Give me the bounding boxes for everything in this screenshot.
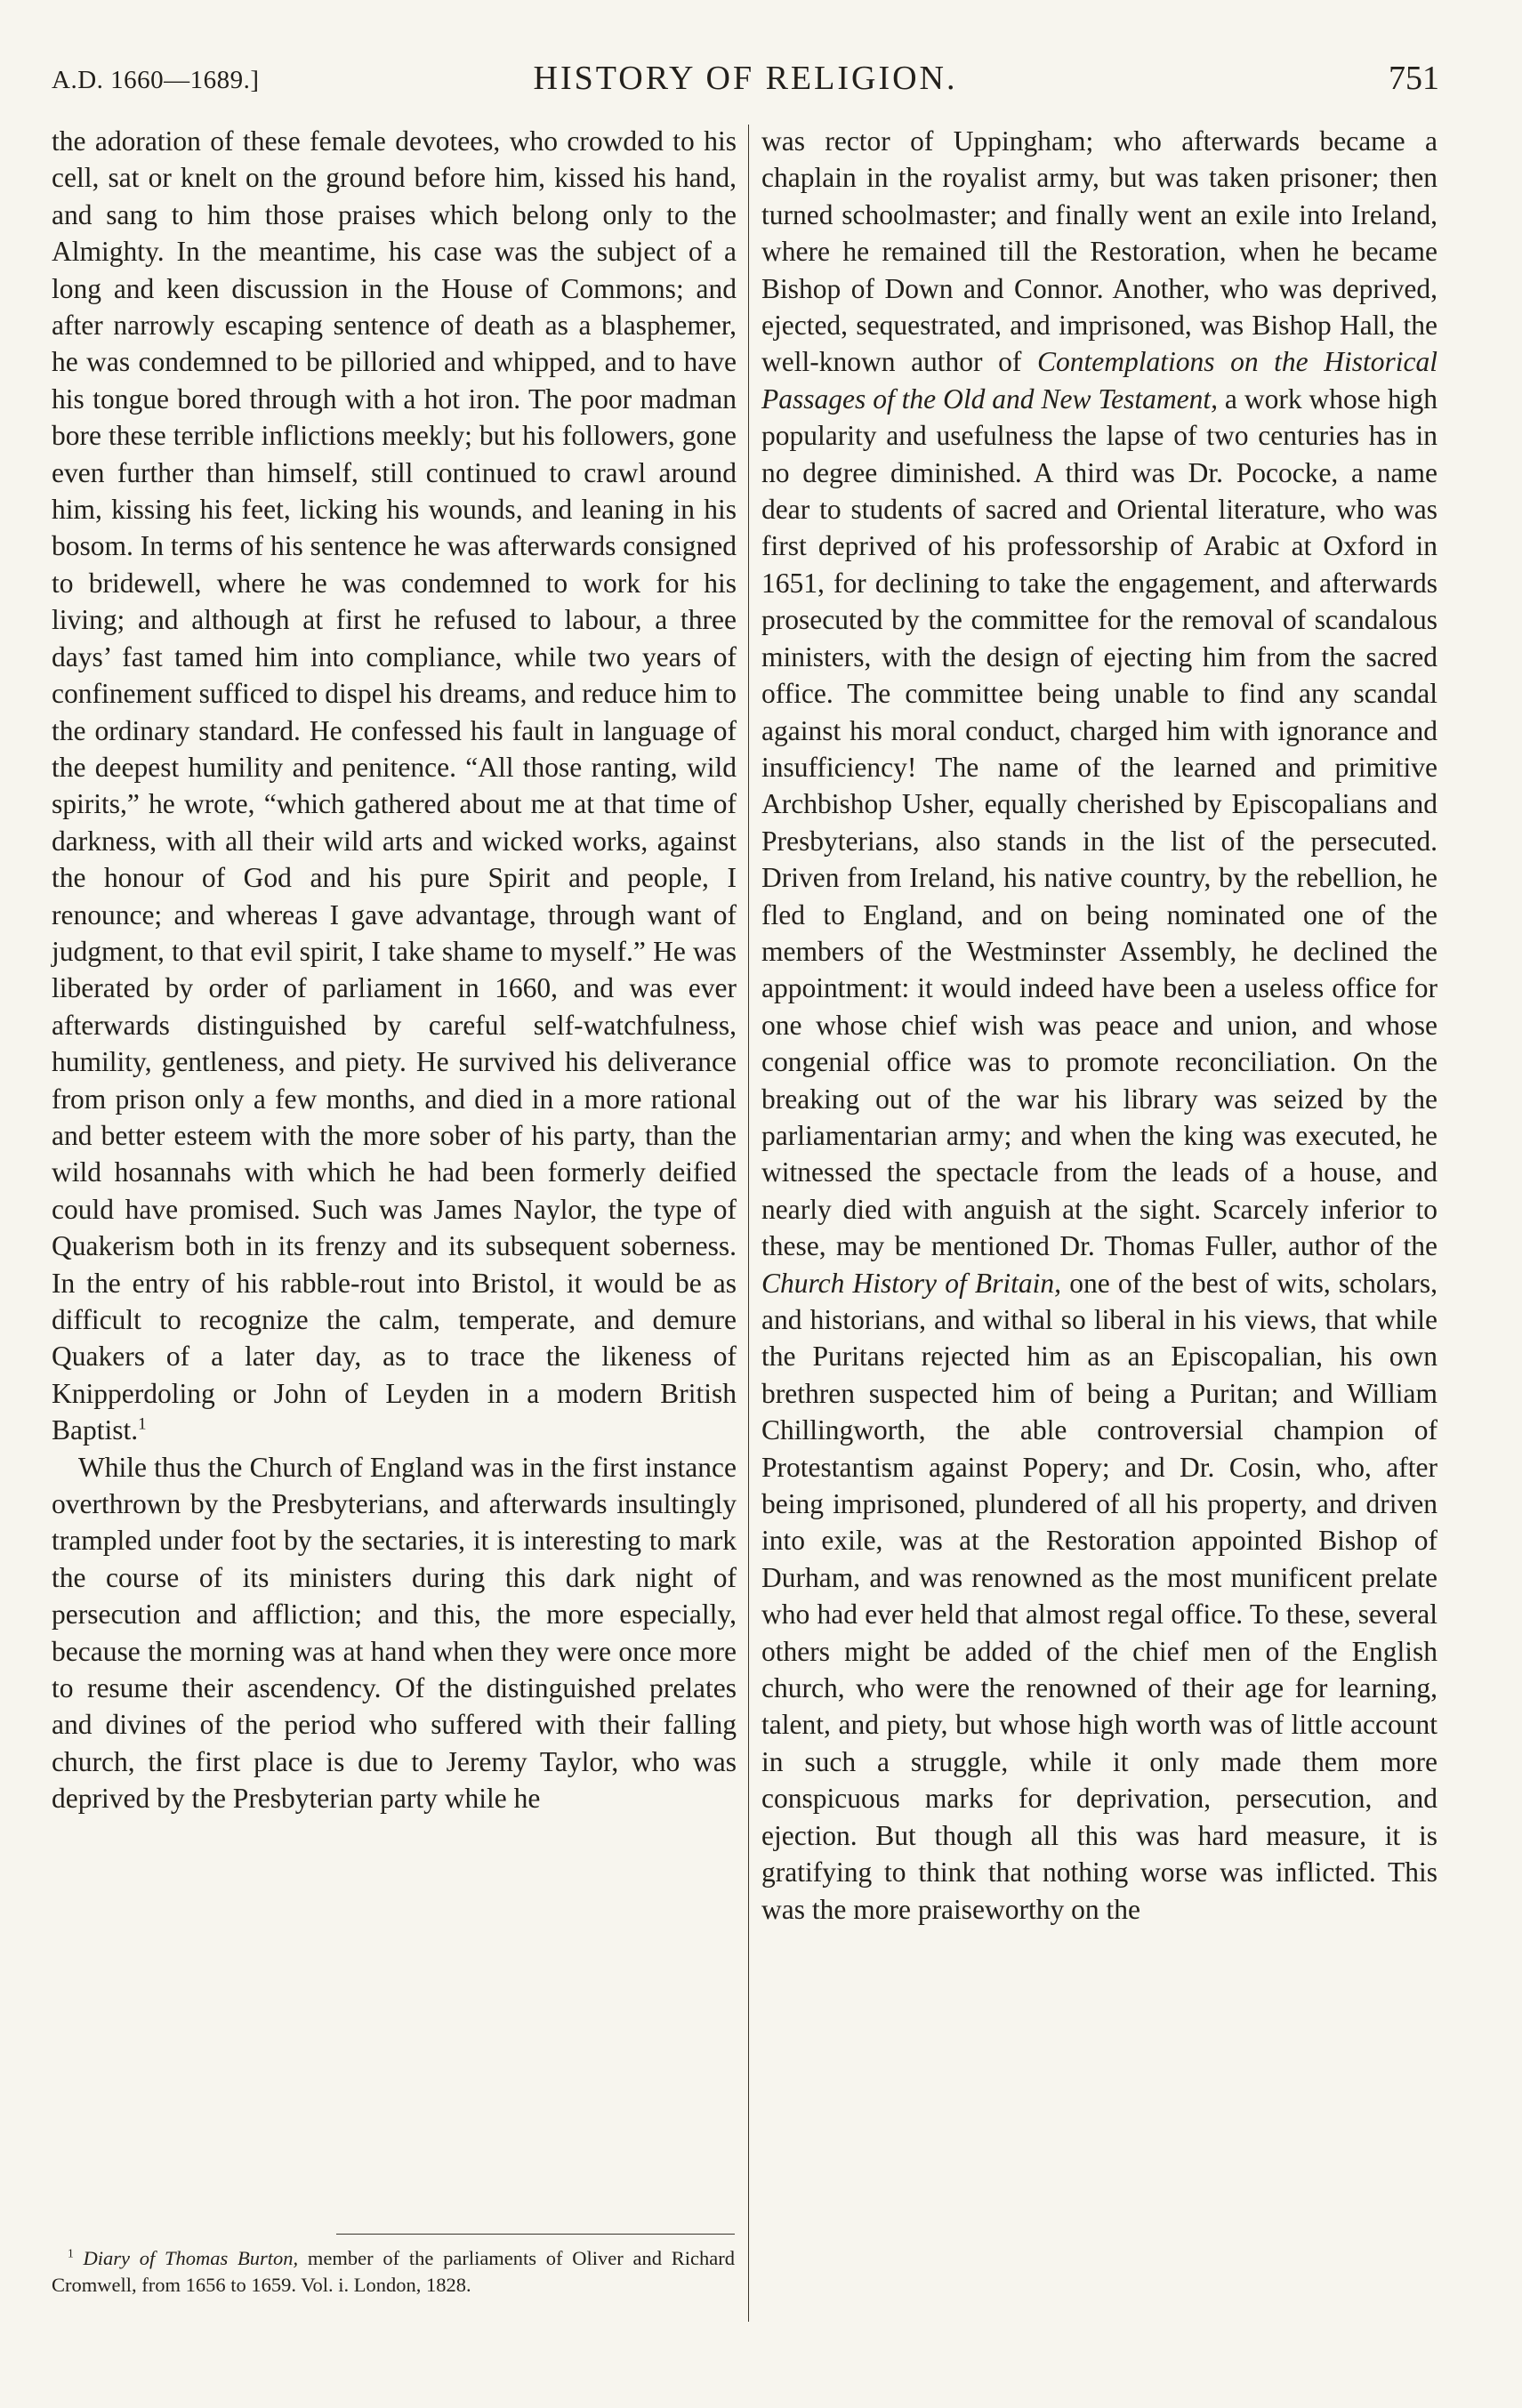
paragraph-prelates (761, 123, 1437, 1928)
footnote-rule (336, 2234, 735, 2235)
paragraph-church-ministers: While thus the Church of England was in the first instance overthrown by the Presbyterians, and afterwards insultingly trampled under foot by the sectaries, it is interesting to mark the course of its ministers during this dark night of persecution and affliction; and this, the more especially, because the morning was at hand when they were once more to resume their ascendency. Of the distinguished prelates and divines of the period who suffered with their falling church, the first place is due to Jeremy Taylor, who was deprived by the Presbyterian party while he (52, 1451, 737, 1815)
section-title: HISTORY OF RELIGION. (533, 60, 958, 97)
right-column (761, 123, 1437, 1928)
left-column (52, 123, 737, 1817)
footnote-title: Diary of Thomas Burton, (83, 2247, 299, 2269)
footnote (52, 2245, 735, 2299)
book-title-church-history: Church History of Britain, (761, 1267, 1062, 1299)
paragraph-naylor (52, 123, 737, 1449)
text-run: a work whose high popularity and usefulness the lapse of two centuries has in no degree diminished. A third was Dr. Pococke, a name dear to students of sacred and Oriental literature, who was first deprived of his professorship of Arabic at Oxford in 1651, for declining to take the engagement, and afterwards prosecuted by the committee for the removal of scandalous ministers, with the design of ejecting him from the sacred office. The committee being unable to find any scandal against his moral conduct, charged him with ignorance and insufficiency! The name of the learned and primitive Archbishop Usher, equally cherished by Episcopalians and Presbyterians, also stands in the list of the persecuted. Driven from Ireland, his native country, by the rebellion, he fled to England, and on being nominated one of the members of the Westminster Assembly, he declined the appointment: it would indeed have been a useless office for one whose chief wish was peace and union, and whose congenial office was to promote reconciliation. On the breaking out of the war his library was seized by the parliamentarian army; and when the king was executed, he witnessed the spectacle from the leads of a house, and nearly died with anguish at the sight. Scarcely inferior to these, may be mentioned Dr. Thomas Fuller, author of the (761, 383, 1437, 1262)
text-run: was rector of Uppingham; who afterwards became a chaplain in the royalist army, but was taken prisoner; then turned schoolmaster; and finally went an exile into Ireland, where he remained till the Restoration, when he became Bishop of Down and Connor. Another, who was deprived, ejected, sequestrated, and imprisoned, was Bishop Hall, the well-known author of (761, 125, 1437, 378)
column-divider (748, 125, 749, 2322)
text-run: one of the best of wits, scholars, and historians, and withal so liberal in his views, that while the Puritans rejected him as an Episcopalian, his own brethren suspected him of being a Puritan; and William Chillingworth, the able controversial champion of Protestantism against Popery; and Dr. Cosin, who, after being imprisoned, plundered of all his property, and driven into exile, was at the Restoration appointed Bishop of Durham, and was renowned as the most munificent prelate who had ever held that almost regal office. To these, several others might be added of the chief men of the English church, who were the renowned of their age for learning, talent, and piety, but whose high worth was of little account in such a struggle, while it only made them more conspicuous marks for deprivation, persecution, and ejection. But though all this was hard measure, it is gratifying to think that nothing worse was inflicted. This was the more praiseworthy on the (761, 1267, 1437, 1925)
running-head (52, 59, 1439, 103)
footnote-reference: 1 (138, 1414, 147, 1434)
footnote-mark: 1 (68, 2246, 74, 2260)
paragraph-text: the adoration of these female devotees, who crowded to his cell, sat or knelt on the ground before him, kissed his hand, and sang to him those praises which belong only to the Almighty. In the meantime, his case was the subject of a long and keen discussion in the House of Commons; and after narrowly escaping sentence of death as a blasphemer, he was condemned to be pilloried and whipped, and to have his tongue bored through with a hot iron. The poor madman bore these terrible inflictions meekly; but his followers, gone even further than himself, still continued to crawl around him, kissing his feet, licking his wounds, and leaning in his bosom. In terms of his sentence he was afterwards consigned to bridewell, where he was condemned to work for his living; and although at first he refused to labour, a three days’ fast tamed him into compliance, while two years of confinement sufficed to dispel his dreams, and reduce him to the ordinary standard. He confessed his fault in language of the deepest humility and penitence. “All those ranting, wild spirits,” he wrote, “which gathered about me at that time of darkness, with all their wild arts and wicked works, against the honour of God and his pure Spirit and people, I renounce; and whereas I gave advantage, through want of judgment, to that evil spirit, I take shame to myself.” He was liberated by order of parliament in 1660, and was ever afterwards distinguished by careful self-watchfulness, humility, gentleness, and piety. He survived his deliverance from prison only a few months, and died in a more rational and better esteem with the more sober of his party, than the wild hosannahs with which he had been formerly deified could have promised. Such was James Naylor, the type of Quakerism both in its frenzy and its subsequent soberness. In the entry of his rabble-rout into Bristol, it would be as difficult to recognize the calm, temperate, and demure Quakers of a later day, as to trace the likeness of Knipperdoling or John of Leyden in a modern British Baptist. (52, 125, 737, 1446)
page-number: 751 (1389, 60, 1439, 97)
book-title-contemplations: Contemplations on the Historical Passages of the Old and New Testament, (761, 346, 1437, 415)
date-range-header: A.D. 1660—1689.] (52, 66, 260, 94)
footnote-text: member of the parliaments of Oliver and Richard Cromwell, from 1656 to 1659. Vol. i. London, 1828. (52, 2247, 735, 2296)
